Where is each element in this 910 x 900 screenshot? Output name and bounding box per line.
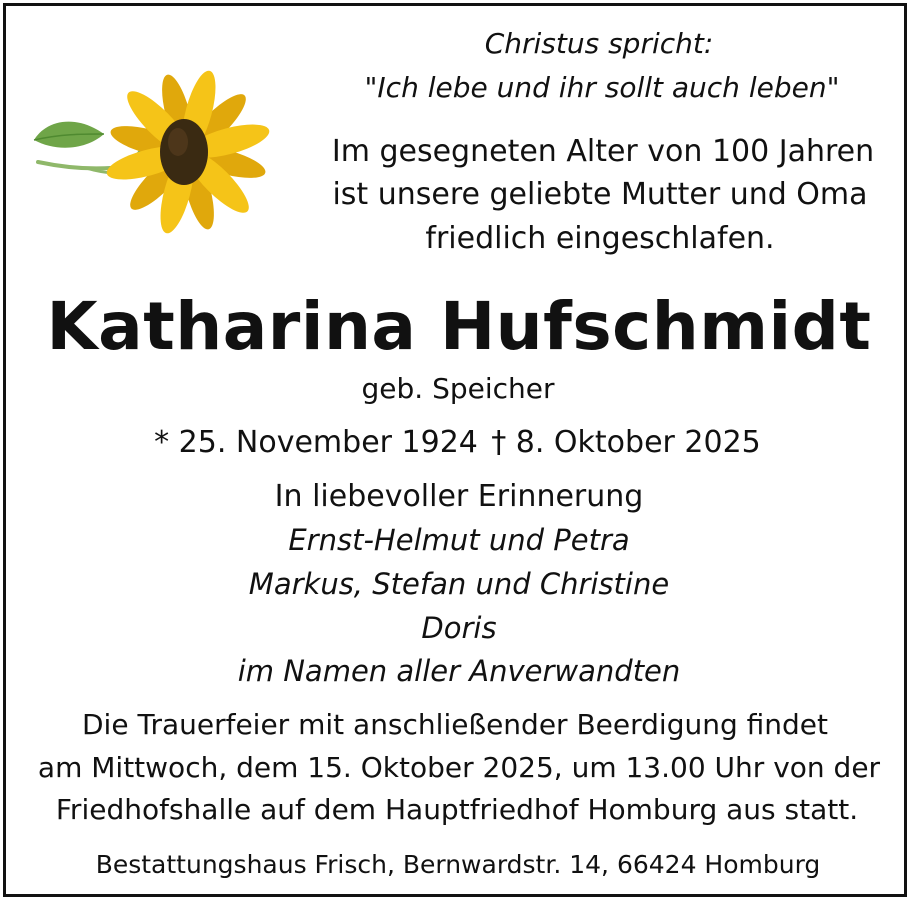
death-date: † 8. Oktober 2025 — [491, 425, 761, 460]
memorial-intro: In liebevoller Erinnerung — [274, 479, 644, 514]
quote-intro: Christus spricht: — [484, 27, 714, 60]
mourner-line: Markus, Stefan und Christine — [248, 567, 670, 601]
sunflower-icon — [26, 42, 294, 248]
maiden-name: geb. Speicher — [361, 372, 555, 405]
obituary-notice — [3, 3, 907, 897]
mourner-line: Ernst-Helmut und Petra — [288, 523, 630, 557]
announcement-line-2: ist unsere geliebte Mutter und Oma — [332, 177, 868, 212]
announcement-line-3: friedlich eingeschlafen. — [425, 221, 775, 256]
service-line-2: am Mittwoch, dem 15. Oktober 2025, um 13.00 Uhr von der — [37, 751, 881, 784]
birth-date: * 25. November 1924 — [154, 425, 478, 460]
mourner-line: im Namen aller Anverwandten — [237, 654, 681, 688]
deceased-name: Katharina Hufschmidt — [46, 288, 872, 365]
announcement-line-1: Im gesegneten Alter von 100 Jahren — [331, 134, 875, 169]
mourner-line: Doris — [421, 611, 497, 645]
undertaker-info: Bestattungshaus Frisch, Bernwardstr. 14, 66424 Homburg — [95, 850, 821, 879]
quote-text: "Ich lebe und ihr sollt auch leben" — [364, 71, 840, 104]
service-line-3: Friedhofshalle auf dem Hauptfriedhof Homburg aus statt. — [55, 793, 859, 826]
service-line-1: Die Trauerfeier mit anschließender Beerdigung findet — [81, 708, 829, 741]
